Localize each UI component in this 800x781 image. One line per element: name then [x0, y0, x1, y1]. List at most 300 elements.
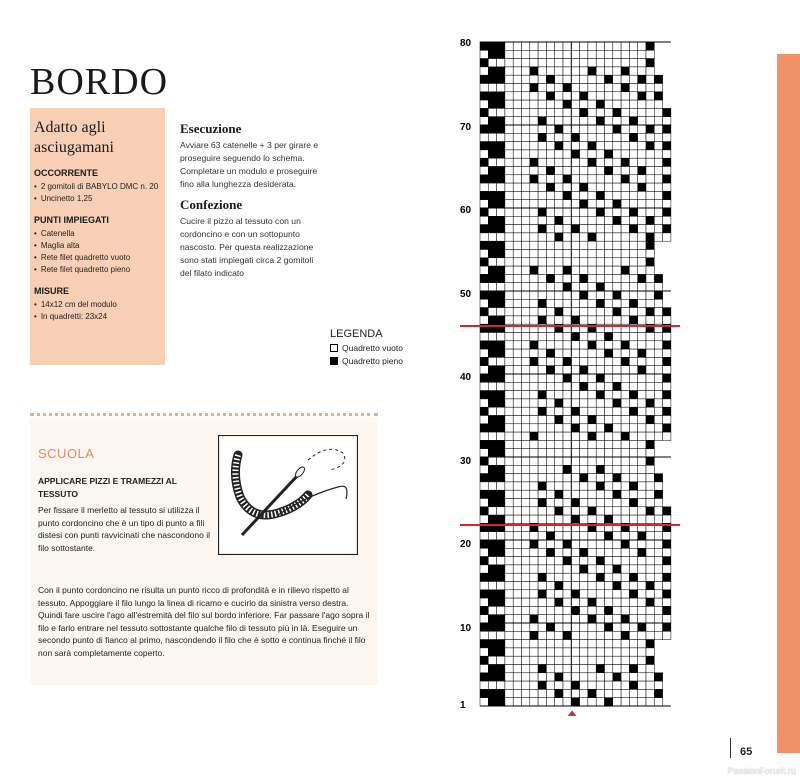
chart-cell [497, 457, 505, 465]
chart-cell [555, 183, 563, 191]
chart-cell [488, 515, 496, 523]
chart-cell [654, 125, 662, 133]
chart-cell [538, 50, 546, 58]
chart-cell [629, 341, 637, 349]
chart-cell [629, 681, 637, 689]
chart-cell [538, 532, 546, 540]
chart-cell [497, 258, 505, 266]
chart-cell [596, 175, 604, 183]
chart-cell [480, 565, 488, 573]
chart-cell [663, 416, 671, 424]
chart-cell [505, 183, 513, 191]
chart-cell [538, 274, 546, 282]
chart-cell [663, 316, 671, 324]
chart-cell [588, 108, 596, 116]
chart-cell [588, 515, 596, 523]
info-box [30, 108, 165, 365]
chart-cell [522, 233, 530, 241]
chart-cell [613, 573, 621, 581]
chart-cell [555, 407, 563, 415]
chart-cell [638, 108, 646, 116]
chart-cell [629, 665, 637, 673]
chart-cell [513, 590, 521, 598]
chart-cell [497, 117, 505, 125]
chart-cell [546, 582, 554, 590]
chart-cell [646, 582, 654, 590]
chart-cell [571, 84, 579, 92]
chart-cell [497, 424, 505, 432]
chart-cell [596, 316, 604, 324]
chart-cell [571, 216, 579, 224]
chart-cell [580, 465, 588, 473]
chart-cell [596, 250, 604, 258]
chart-cell [563, 50, 571, 58]
chart-cell [513, 191, 521, 199]
chart-cell [546, 391, 554, 399]
chart-cell [563, 582, 571, 590]
chart-cell [596, 606, 604, 614]
chart-cell [513, 416, 521, 424]
chart-cell [580, 357, 588, 365]
chart-cell [571, 266, 579, 274]
chart-cell [621, 108, 629, 116]
chart-cell [629, 582, 637, 590]
chart-cell [497, 689, 505, 697]
chart-cell [480, 615, 488, 623]
chart-cell [546, 84, 554, 92]
chart-cell [555, 424, 563, 432]
chart-cell [522, 698, 530, 706]
chart-cell [530, 250, 538, 258]
chart-cell [530, 84, 538, 92]
chart-cell [546, 457, 554, 465]
chart-cell [588, 142, 596, 150]
chart-cell [571, 499, 579, 507]
chart-cell [596, 399, 604, 407]
chart-cell [513, 540, 521, 548]
chart-cell [596, 565, 604, 573]
chart-cell [613, 117, 621, 125]
chart-cell [605, 59, 613, 67]
chart-cell [530, 142, 538, 150]
chart-cell [546, 474, 554, 482]
chart-cell [596, 449, 604, 457]
chart-cell [638, 382, 646, 390]
chart-cell [629, 200, 637, 208]
chart-cell [663, 150, 671, 158]
chart-cell [530, 92, 538, 100]
chart-cell [629, 432, 637, 440]
chart-cell [505, 424, 513, 432]
chart-cell [571, 133, 579, 141]
chart-cell [497, 532, 505, 540]
chart-cell [555, 274, 563, 282]
chart-cell [530, 391, 538, 399]
chart-cell [646, 125, 654, 133]
chart-cell [546, 59, 554, 67]
chart-cell [538, 108, 546, 116]
chart-cell [646, 424, 654, 432]
chart-cell [488, 357, 496, 365]
chart-cell [522, 673, 530, 681]
chart-cell [638, 532, 646, 540]
chart-cell [596, 200, 604, 208]
chart-cell [588, 349, 596, 357]
chart-cell [605, 357, 613, 365]
chart-cell [488, 299, 496, 307]
chart-cell [646, 75, 654, 83]
chart-cell [638, 67, 646, 75]
chart-cell [621, 233, 629, 241]
chart-cell [546, 216, 554, 224]
chart-cell [588, 673, 596, 681]
chart-cell [638, 133, 646, 141]
chart-cell [546, 208, 554, 216]
chart-cell [505, 59, 513, 67]
chart-cell [638, 407, 646, 415]
chart-cell [596, 357, 604, 365]
chart-cell [571, 258, 579, 266]
chart-cell [654, 233, 662, 241]
chart-cell [638, 225, 646, 233]
page-number: 65 [740, 746, 753, 758]
chart-cell [538, 75, 546, 83]
chart-cell [580, 167, 588, 175]
chart-cell [538, 241, 546, 249]
chart-cell [497, 382, 505, 390]
chart-cell [621, 532, 629, 540]
chart-cell [646, 142, 654, 150]
row-label: 10 [460, 623, 472, 634]
chart-cell [480, 548, 488, 556]
chart-cell [638, 374, 646, 382]
chart-cell [613, 357, 621, 365]
chart-cell [646, 59, 654, 67]
chart-cell [497, 316, 505, 324]
chart-cell [538, 606, 546, 614]
chart-cell [513, 108, 521, 116]
confezione-text: Cucire il pizzo al tessuto con un cordoncino e con un sottopunto nascosto. Per questa realizzazione sono stati impiegati circa 2 gomitoli del filato indicato [180, 216, 314, 278]
start-arrow-icon [566, 712, 578, 716]
chart-cell [513, 42, 521, 50]
chart-cell [488, 432, 496, 440]
chart-cell [654, 548, 662, 556]
chart-cell [563, 499, 571, 507]
chart-cell [646, 266, 654, 274]
chart-cell [663, 432, 671, 440]
chart-cell [654, 532, 662, 540]
chart-cell [654, 299, 662, 307]
chart-cell [580, 648, 588, 656]
chart-cell [546, 598, 554, 606]
chart-cell [530, 374, 538, 382]
chart-cell [497, 183, 505, 191]
chart-cell [571, 42, 579, 50]
chart-cell [497, 291, 505, 299]
chart-cell [580, 590, 588, 598]
chart-cell [605, 465, 613, 473]
chart-cell [629, 631, 637, 639]
chart-cell [571, 598, 579, 606]
chart-cell [580, 258, 588, 266]
chart-cell [613, 598, 621, 606]
chart-cell [596, 424, 604, 432]
chart-cell [571, 399, 579, 407]
chart-cell [605, 540, 613, 548]
chart-cell [522, 407, 530, 415]
chart-cell [538, 374, 546, 382]
chart-cell [613, 349, 621, 357]
chart-cell [497, 175, 505, 183]
chart-cell [654, 631, 662, 639]
chart-cell [546, 291, 554, 299]
chart-cell [613, 291, 621, 299]
chart-cell [522, 333, 530, 341]
chart-cell [605, 482, 613, 490]
chart-cell [488, 640, 496, 648]
chart-cell [605, 100, 613, 108]
chart-cell [497, 465, 505, 473]
chart-cell [546, 631, 554, 639]
chart-cell [538, 125, 546, 133]
chart-cell [605, 424, 613, 432]
chart-cell [646, 50, 654, 58]
chart-cell [488, 540, 496, 548]
chart-cell [638, 573, 646, 581]
chart-cell [605, 283, 613, 291]
chart-cell [663, 357, 671, 365]
chart-cell [513, 698, 521, 706]
chart-cell [596, 349, 604, 357]
chart-cell [646, 407, 654, 415]
row-label: 20 [460, 539, 472, 550]
chart-cell [596, 499, 604, 507]
chart-cell [563, 117, 571, 125]
chart-cell [488, 50, 496, 58]
chart-cell [580, 175, 588, 183]
chart-cell [538, 167, 546, 175]
chart-cell [497, 673, 505, 681]
chart-cell [522, 266, 530, 274]
chart-cell [654, 590, 662, 598]
chart-cell [488, 648, 496, 656]
chart-cell [580, 274, 588, 282]
chart-cell [513, 291, 521, 299]
chart-cell [530, 50, 538, 58]
chart-cell [555, 258, 563, 266]
chart-cell [555, 665, 563, 673]
chart-cell [663, 208, 671, 216]
chart-cell [530, 590, 538, 598]
chart-cell [546, 133, 554, 141]
chart-cell [538, 590, 546, 598]
chart-cell [563, 382, 571, 390]
chart-cell [530, 665, 538, 673]
chart-cell [654, 432, 662, 440]
chart-cell [530, 399, 538, 407]
chart-cell [629, 299, 637, 307]
chart-cell [629, 515, 637, 523]
chart-cell [638, 125, 646, 133]
chart-cell [571, 75, 579, 83]
chart-cell [638, 42, 646, 50]
chart-cell [621, 457, 629, 465]
chart-cell [646, 167, 654, 175]
chart-cell [605, 532, 613, 540]
chart-cell [613, 67, 621, 75]
chart-cell [555, 84, 563, 92]
chart-cell [571, 515, 579, 523]
chart-cell [480, 59, 488, 67]
chart-cell [580, 640, 588, 648]
chart-cell [488, 681, 496, 689]
chart-cell [555, 357, 563, 365]
chart-cell [538, 200, 546, 208]
chart-cell [580, 291, 588, 299]
chart-cell [621, 216, 629, 224]
chart-cell [522, 515, 530, 523]
chart-cell [621, 167, 629, 175]
chart-cell [605, 92, 613, 100]
chart-cell [563, 681, 571, 689]
chart-cell [638, 100, 646, 108]
chart-cell [663, 507, 671, 515]
chart-cell [571, 283, 579, 291]
chart-cell [638, 117, 646, 125]
chart-cell [538, 382, 546, 390]
chart-cell [563, 465, 571, 473]
chart-cell [546, 175, 554, 183]
chart-cell [663, 341, 671, 349]
chart-cell [563, 84, 571, 92]
chart-cell [555, 308, 563, 316]
chart-cell [538, 598, 546, 606]
chart-cell [563, 125, 571, 133]
chart-cell [530, 623, 538, 631]
chart-cell [638, 142, 646, 150]
chart-cell [538, 299, 546, 307]
chart-cell [563, 416, 571, 424]
chart-cell [621, 631, 629, 639]
chart-cell [497, 507, 505, 515]
chart-cell [580, 681, 588, 689]
chart-cell [588, 606, 596, 614]
chart-cell [480, 349, 488, 357]
chart-cell [505, 225, 513, 233]
chart-cell [646, 191, 654, 199]
chart-cell [621, 565, 629, 573]
chart-cell [613, 233, 621, 241]
chart-cell [497, 590, 505, 598]
chart-cell [555, 582, 563, 590]
chart-cell [621, 474, 629, 482]
chart-cell [596, 656, 604, 664]
chart-cell [522, 357, 530, 365]
chart-cell [538, 183, 546, 191]
chart-cell [522, 349, 530, 357]
chart-cell [522, 499, 530, 507]
chart-cell [555, 532, 563, 540]
chart-cell [621, 241, 629, 249]
chart-cell [596, 167, 604, 175]
chart-cell [629, 250, 637, 258]
chart-cell [513, 150, 521, 158]
chart-cell [605, 158, 613, 166]
chart-cell [522, 548, 530, 556]
chart-cell [530, 183, 538, 191]
chart-cell [588, 117, 596, 125]
chart-cell [571, 382, 579, 390]
chart-cell [555, 59, 563, 67]
chart-cell [571, 233, 579, 241]
chart-cell [621, 333, 629, 341]
chart-cell [513, 631, 521, 639]
chart-cell [488, 482, 496, 490]
chart-cell [588, 507, 596, 515]
chart-cell [505, 333, 513, 341]
chart-cell [546, 689, 554, 697]
chart-cell [538, 84, 546, 92]
chart-cell [580, 532, 588, 540]
chart-cell [488, 250, 496, 258]
chart-cell [497, 623, 505, 631]
chart-cell [596, 299, 604, 307]
chart-cell [522, 540, 530, 548]
chart-cell [654, 366, 662, 374]
chart-cell [646, 499, 654, 507]
chart-cell [605, 366, 613, 374]
chart-cell [563, 158, 571, 166]
chart-cell [530, 606, 538, 614]
chart-cell [613, 341, 621, 349]
chart-cell [588, 391, 596, 399]
chart-cell [571, 432, 579, 440]
chart-cell [646, 648, 654, 656]
chart-cell [571, 689, 579, 697]
chart-cell [513, 582, 521, 590]
chart-cell [596, 283, 604, 291]
chart-cell [546, 200, 554, 208]
chart-cell [580, 225, 588, 233]
chart-cell [580, 283, 588, 291]
chart-cell [488, 374, 496, 382]
chart-cell [513, 158, 521, 166]
chart-cell [663, 515, 671, 523]
chart-cell [563, 250, 571, 258]
chart-cell [663, 225, 671, 233]
chart-cell [621, 158, 629, 166]
chart-cell [580, 299, 588, 307]
chart-cell [621, 407, 629, 415]
chart-cell [505, 142, 513, 150]
chart-cell [513, 391, 521, 399]
chart-cell [629, 656, 637, 664]
chart-cell [513, 333, 521, 341]
chart-cell [488, 598, 496, 606]
chart-cell [629, 233, 637, 241]
chart-cell [629, 100, 637, 108]
chart-cell [513, 681, 521, 689]
chart-cell [522, 133, 530, 141]
chart-cell [596, 615, 604, 623]
chart-cell [513, 507, 521, 515]
chart-cell [621, 208, 629, 216]
chart-cell [497, 341, 505, 349]
chart-cell [480, 308, 488, 316]
chart-cell [488, 490, 496, 498]
chart-cell [555, 349, 563, 357]
chart-cell [629, 158, 637, 166]
